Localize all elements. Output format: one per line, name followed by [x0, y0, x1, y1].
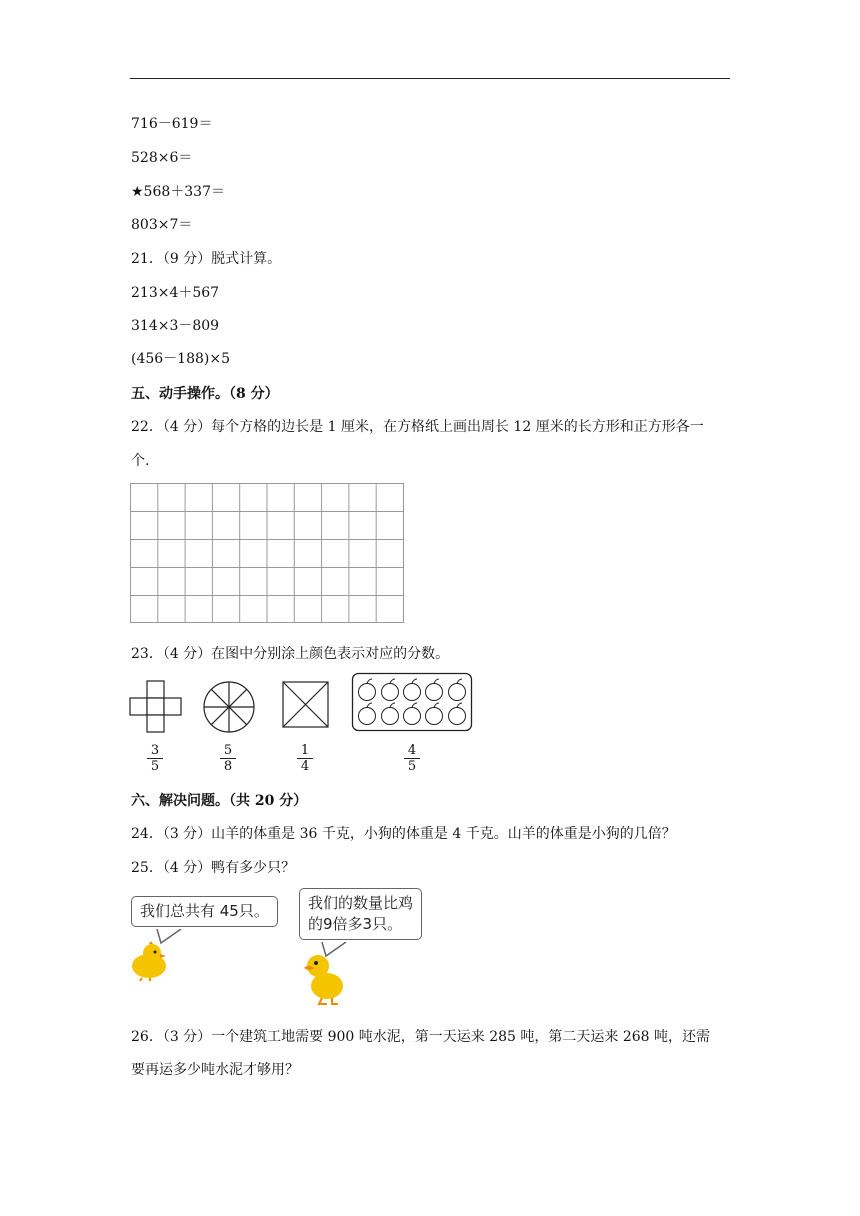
fraction-label: [402, 743, 422, 774]
circle-eighths-figure[interactable]: [202, 680, 256, 734]
calc-item: (456－188)×5: [131, 351, 231, 367]
numerator: 1: [300, 743, 310, 758]
square-quarters-figure[interactable]: [281, 680, 331, 730]
header-rule: [130, 78, 730, 79]
fraction-label: [218, 743, 238, 774]
calc-item: 716－619＝: [131, 116, 213, 132]
chick-icon: [128, 940, 170, 982]
question-26-line2: 要再运多少吨水泥才够用？: [131, 1062, 299, 1078]
calc-item: ★568＋337＝: [131, 184, 225, 200]
section-6-title: 六、解决问题。（共 20 分）: [131, 793, 308, 809]
apples-box-figure[interactable]: [351, 672, 473, 732]
question-26-line1: 26．（3 分）一个建筑工地需要 900 吨水泥，第一天运来 285 吨，第二天运来 268 吨，还需: [131, 1029, 711, 1045]
cross-shape-figure[interactable]: [129, 680, 183, 734]
chick-speech-bubble: [131, 896, 278, 927]
numerator: 5: [223, 743, 233, 758]
question-23: 23．（4 分）在图中分别涂上颜色表示对应的分数。: [131, 646, 450, 662]
duck-speech-bubble: [299, 888, 422, 940]
denominator: 4: [300, 759, 310, 774]
fraction-label: [145, 743, 165, 774]
duck-icon: [302, 950, 346, 1006]
question-25: 25．（4 分）鸭有多少只？: [131, 860, 296, 876]
numerator: 3: [150, 743, 160, 758]
calc-item: 528×6＝: [131, 150, 193, 166]
duck-speech-line2: 的9倍多3只。: [308, 915, 403, 933]
fraction-label: [295, 743, 315, 774]
question-22-line1: 22．（4 分）每个方格的边长是 1 厘米，在方格纸上画出周长 12 厘米的长方形和正方形各一: [131, 419, 704, 435]
duck-speech-line1: 我们的数量比鸡: [308, 894, 414, 912]
chick-speech-text: 我们总共有 45只。: [140, 902, 269, 920]
calc-item: 314×3－809: [131, 318, 220, 334]
calc-item: 803×7＝: [131, 217, 193, 233]
denominator: 5: [407, 759, 417, 774]
section-5-title: 五、动手操作。（8 分）: [131, 386, 279, 402]
calc-item: 213×4＋567: [131, 285, 220, 301]
denominator: 8: [223, 759, 233, 774]
question-22-line2: 个.: [131, 453, 150, 469]
denominator: 5: [150, 759, 160, 774]
square-grid[interactable]: [130, 483, 404, 623]
question-24: 24．（3 分）山羊的体重是 36 千克，小狗的体重是 4 千克。山羊的体重是小狗的几倍？: [131, 826, 676, 842]
numerator: 4: [407, 743, 417, 758]
question-21: 21．（9 分）脱式计算。: [131, 251, 282, 267]
